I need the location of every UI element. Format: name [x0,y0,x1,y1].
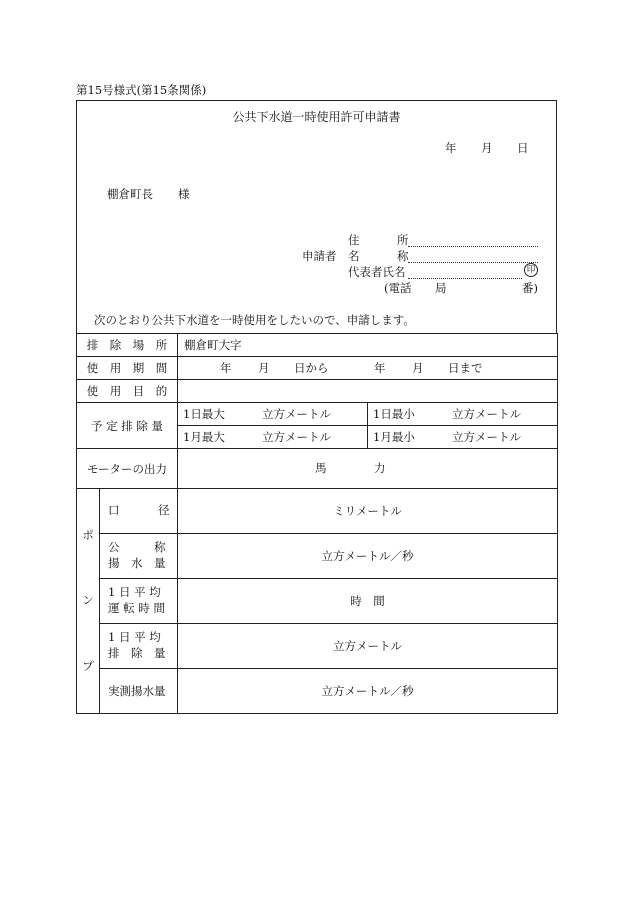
phone-label-open: (電話 [384,281,412,295]
name-label-part2: 称 [397,249,409,263]
pump-label-spacer-1 [77,541,99,595]
application-table [76,333,558,714]
daily-min-label: 1日最小 [373,407,415,421]
name-label-part1: 名 [348,249,360,263]
date-year-label: 年 [445,141,457,155]
daily-max-unit: 立方メートル [262,407,331,421]
location-value[interactable]: 棚倉町大字 [178,334,558,357]
operating-hours-value[interactable]: 時 間 [178,579,558,624]
purpose-row [77,380,558,403]
motor-value[interactable] [178,449,558,489]
motor-label: モーターの出力 [77,449,178,489]
operating-hours-label-line2: 運 転 時 間 [108,601,165,615]
period-label: 使 用 期 間 [77,357,178,380]
avg-discharge-label-line1: 1 日 平 均 [108,630,161,645]
name-field[interactable] [408,262,538,263]
rated-volume-label-line2: 揚 水 量 [108,556,166,570]
pump-rated-row [77,534,558,579]
addressee-name: 棚倉町長 [107,187,153,201]
address-label-part2: 所 [397,233,409,247]
pump-label-char-3: プ [82,658,94,673]
pump-avg-discharge-row [77,624,558,669]
period-end-month: 月 [412,361,424,375]
pump-diameter-row [77,489,558,534]
daily-max-cell[interactable] [178,403,368,426]
avg-discharge-label-line2: 排 除 量 [108,646,166,660]
phone-exchange-label: 局 [435,281,447,295]
monthly-max-cell[interactable] [178,426,368,449]
date-day-label: 日 [517,141,529,155]
rated-volume-label [100,534,178,579]
diameter-label-part1: 口 [108,503,120,517]
motor-unit-part1: 馬 [315,461,327,475]
monthly-max-unit: 立方メートル [262,430,331,444]
daily-max-label: 1日最大 [183,407,225,421]
diameter-label-part2: 径 [158,503,170,517]
period-start-year: 年 [220,361,232,375]
daily-min-cell[interactable] [368,403,558,426]
monthly-max-label: 1月最大 [183,430,225,444]
address-label-part1: 住 [348,233,360,247]
representative-field[interactable] [408,278,522,279]
measured-volume-value[interactable]: 立方メートル／秒 [178,669,558,714]
period-value[interactable] [178,357,558,380]
avg-discharge-label [100,624,178,669]
discharge-row-day [77,403,558,426]
rated-volume-value[interactable]: 立方メートル／秒 [178,534,558,579]
period-end-day: 日まで [448,361,483,375]
period-row [77,357,558,380]
operating-hours-label [100,579,178,624]
address-field[interactable] [408,246,538,247]
pump-label-spacer-2 [77,607,99,661]
monthly-min-unit: 立方メートル [452,430,521,444]
measured-volume-label: 実測揚水量 [100,669,178,714]
pump-label [77,489,100,714]
motor-row [77,449,558,489]
monthly-min-label: 1月最小 [373,430,415,444]
application-header-box [76,100,557,334]
period-end-year: 年 [374,361,386,375]
purpose-label: 使 用 目 的 [77,380,178,403]
avg-discharge-value[interactable]: 立方メートル [178,624,558,669]
motor-unit-part2: 力 [374,461,386,475]
date-month-label: 月 [481,141,493,155]
purpose-value[interactable] [178,380,558,403]
form-number-label: 第15号様式(第15条関係) [76,83,207,97]
representative-label: 代表者氏名 [348,265,406,279]
seal-mark: 印 [524,263,538,277]
diameter-label [100,489,178,534]
period-start-month: 月 [258,361,270,375]
pump-measured-row [77,669,558,714]
pump-label-char-2: ン [82,593,94,608]
rated-volume-label-line1: 公 称 [108,540,166,555]
period-start-day: 日から [294,361,329,375]
phone-number-label: 番) [522,281,538,295]
location-row [77,334,558,357]
pump-label-char-1: ポ [82,527,94,542]
pump-operating-row [77,579,558,624]
document-title: 公共下水道一時使用許可申請書 [232,110,401,124]
diameter-value[interactable]: ミリメートル [178,489,558,534]
operating-hours-label-line1: 1 日 平 均 [108,585,161,600]
application-statement: 次のとおり公共下水道を一時使用をしたいので、申請します。 [94,313,415,327]
applicant-label: 申請者 [302,249,337,263]
monthly-min-cell[interactable] [368,426,558,449]
addressee-honorific: 様 [178,187,190,201]
discharge-label: 予 定 排 除 量 [77,403,178,449]
daily-min-unit: 立方メートル [452,407,521,421]
location-label: 排 除 場 所 [77,334,178,357]
